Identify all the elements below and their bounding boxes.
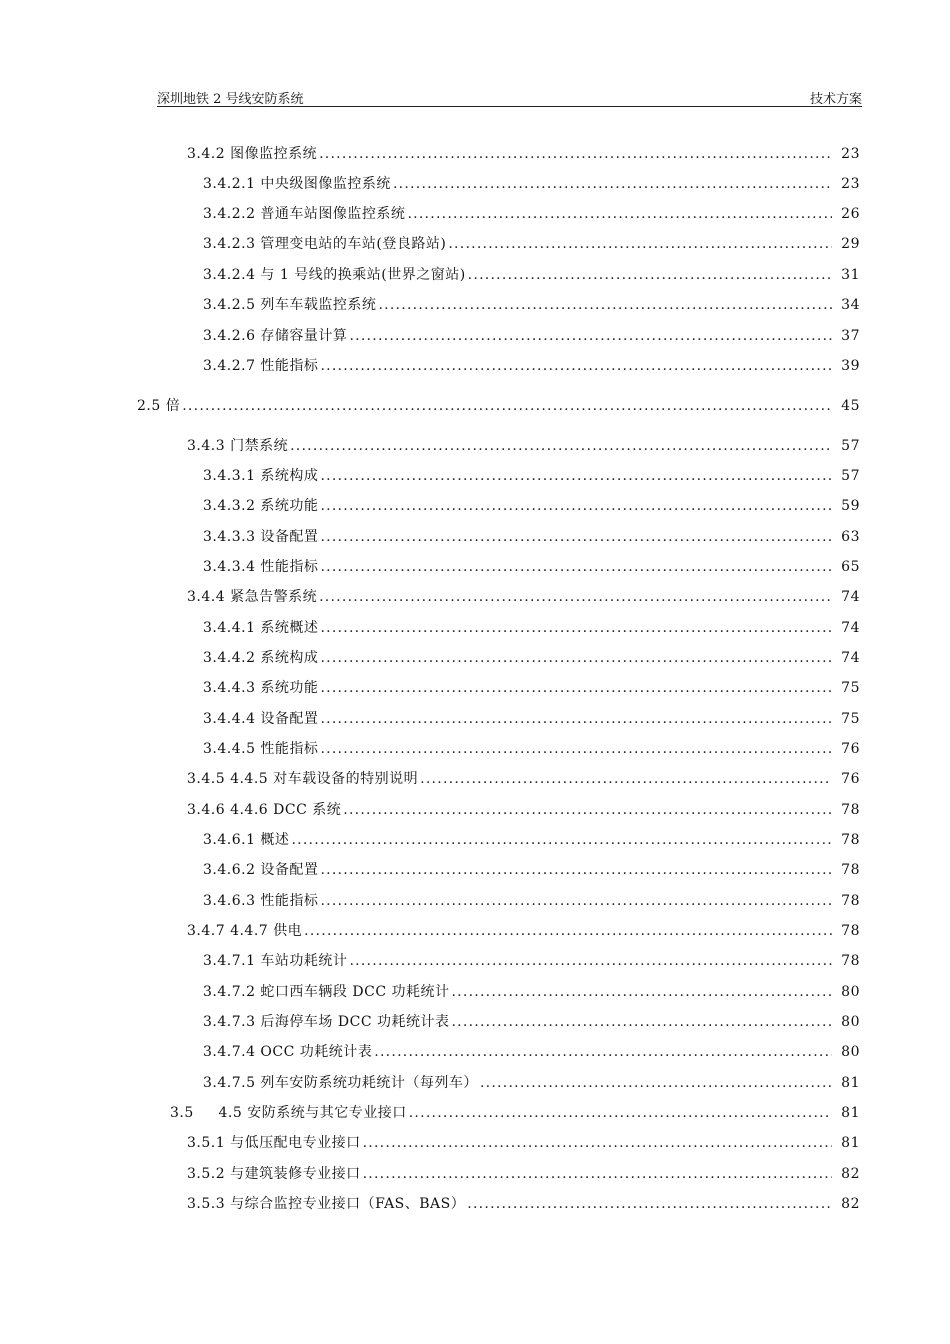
dot-leader <box>290 438 832 454</box>
toc-entry[interactable] <box>203 708 860 728</box>
toc-entry-page-number: 23 <box>841 146 860 162</box>
toc-entry[interactable] <box>187 143 860 163</box>
dot-leader <box>451 984 832 1000</box>
toc-entry[interactable] <box>203 294 860 314</box>
toc-entry[interactable] <box>187 1193 860 1213</box>
toc-entry-title: 2.5 倍 <box>137 398 181 414</box>
toc-entry-page-number: 78 <box>841 802 860 818</box>
dot-leader <box>448 236 832 252</box>
toc-entry-title: 3.4.2.3 管理变电站的车站(登良路站) <box>203 236 447 252</box>
toc-entry-page-number: 57 <box>841 438 860 454</box>
toc-entry-title: 3.4.6.1 概述 <box>203 832 290 848</box>
toc-entry-page-number: 81 <box>841 1105 860 1121</box>
toc-entry-title: 3.4.7 4.4.7 供电 <box>187 923 303 939</box>
dot-leader <box>319 589 832 605</box>
header-title: 深圳地铁 2 号线安防系统 <box>157 92 304 107</box>
dot-leader <box>320 711 832 727</box>
toc-entry-title: 3.4.4.3 系统功能 <box>203 680 319 696</box>
dot-leader <box>182 398 832 414</box>
toc-entry-page-number: 78 <box>841 893 860 909</box>
toc-entry-page-number: 29 <box>841 236 860 252</box>
toc-entry-title: 3.4.2 图像监控系统 <box>187 146 318 162</box>
toc-entry-page-number: 75 <box>841 680 860 696</box>
toc-entry-page-number: 80 <box>841 1014 860 1030</box>
toc-entry-page-number: 63 <box>841 529 860 545</box>
toc-entry-page-number: 80 <box>841 984 860 1000</box>
toc-entry-title: 3.4.7.2 蛇口西车辆段 DCC 功耗统计 <box>203 984 450 1000</box>
toc-entry[interactable] <box>170 1102 860 1122</box>
toc-entry-title: 3.4.4 紧急告警系统 <box>187 589 318 605</box>
toc-entry-title: 3.4.4.1 系统概述 <box>203 620 319 636</box>
toc-entry-title: 3.4.4.2 系统构成 <box>203 650 319 666</box>
toc-entry-title: 3.4.2.5 列车车载监控系统 <box>203 297 377 313</box>
dot-leader <box>320 529 832 545</box>
toc-entry-title: 3.4.2.2 普通车站图像监控系统 <box>203 206 406 222</box>
toc-entry[interactable] <box>187 799 860 819</box>
toc-entry-page-number: 76 <box>841 771 860 787</box>
toc-entry-page-number: 31 <box>841 267 860 283</box>
toc-entry[interactable] <box>203 203 860 223</box>
toc-entry-page-number: 59 <box>841 498 860 514</box>
toc-entry[interactable] <box>203 355 860 375</box>
dot-leader <box>320 741 832 757</box>
toc-entry-title: 3.5 4.5 安防系统与其它专业接口 <box>170 1105 407 1121</box>
dot-leader <box>467 1196 832 1212</box>
dot-leader <box>409 1105 832 1121</box>
toc-entry-page-number: 78 <box>841 862 860 878</box>
dot-leader <box>320 650 832 666</box>
toc-entry-title: 3.4.7.4 OCC 功耗统计表 <box>203 1044 373 1060</box>
toc-entry-page-number: 82 <box>841 1166 860 1182</box>
toc-entry-page-number: 39 <box>841 358 860 374</box>
toc-entry-title: 3.4.2.1 中央级图像监控系统 <box>203 176 391 192</box>
toc-entry-page-number: 74 <box>841 620 860 636</box>
toc-entry[interactable] <box>203 890 860 910</box>
header-doc-type: 技术方案 <box>809 92 862 107</box>
toc-entry[interactable] <box>203 859 860 879</box>
toc-entry-title: 3.5.2 与建筑装修专业接口 <box>187 1166 361 1182</box>
toc-entry-title: 3.4.7.3 后海停车场 DCC 功耗统计表 <box>203 1014 450 1030</box>
toc-entry[interactable] <box>203 1011 860 1031</box>
toc-entry[interactable] <box>203 173 860 193</box>
dot-leader <box>374 1044 832 1060</box>
dot-leader <box>393 176 832 192</box>
toc-entry-title: 3.4.4.5 性能指标 <box>203 741 319 757</box>
toc-entry-title: 3.5.3 与综合监控专业接口（FAS、BAS） <box>187 1196 466 1212</box>
dot-leader <box>320 358 832 374</box>
dot-leader <box>480 1075 832 1091</box>
toc-entry-title: 3.4.4.4 设备配置 <box>203 711 319 727</box>
toc-entry[interactable] <box>203 264 860 284</box>
toc-entry[interactable] <box>203 1072 860 1092</box>
dot-leader <box>304 923 832 939</box>
dot-leader <box>320 893 832 909</box>
toc-entry[interactable] <box>203 465 860 485</box>
toc-entry[interactable] <box>203 950 860 970</box>
dot-leader <box>320 680 832 696</box>
toc-entry[interactable] <box>187 586 860 606</box>
toc-entry-title: 3.4.3.3 设备配置 <box>203 529 319 545</box>
dot-leader <box>320 498 832 514</box>
toc-entry[interactable] <box>203 617 860 637</box>
toc-entry[interactable] <box>137 395 860 415</box>
dot-leader <box>291 832 832 848</box>
toc-entry-title: 3.4.3.4 性能指标 <box>203 559 319 575</box>
toc-entry-title: 3.4.7.1 车站功耗统计 <box>203 953 348 969</box>
dot-leader <box>363 1166 832 1182</box>
toc-entry[interactable] <box>203 738 860 758</box>
dot-leader <box>363 1135 832 1151</box>
toc-entry[interactable] <box>203 526 860 546</box>
toc-entry-page-number: 76 <box>841 741 860 757</box>
dot-leader <box>320 559 832 575</box>
toc-entry-title: 3.4.3.1 系统构成 <box>203 468 319 484</box>
toc-entry-title: 3.4.7.5 列车安防系统功耗统计（每列车） <box>203 1075 478 1091</box>
dot-leader <box>451 1014 832 1030</box>
toc-entry-page-number: 74 <box>841 650 860 666</box>
toc-entry[interactable] <box>187 1132 860 1152</box>
toc-entry-page-number: 81 <box>841 1075 860 1091</box>
toc-entry-page-number: 45 <box>841 398 860 414</box>
toc-entry-title: 3.4.2.4 与 1 号线的换乘站(世界之窗站) <box>203 267 466 283</box>
dot-leader <box>378 297 832 313</box>
dot-leader <box>349 328 832 344</box>
toc-entry-title: 3.4.2.7 性能指标 <box>203 358 319 374</box>
toc-entry[interactable] <box>203 1041 860 1061</box>
toc-entry-title: 3.4.6.2 设备配置 <box>203 862 319 878</box>
toc-entry[interactable] <box>187 1163 860 1183</box>
toc-entry[interactable] <box>187 768 860 788</box>
toc-entry[interactable] <box>187 435 860 455</box>
toc-entry[interactable] <box>203 647 860 667</box>
toc-entry[interactable] <box>203 556 860 576</box>
toc-entry[interactable] <box>203 233 860 253</box>
dot-leader <box>407 206 832 222</box>
toc-entry-page-number: 80 <box>841 1044 860 1060</box>
dot-leader <box>320 620 832 636</box>
toc-entry-title: 3.4.3 门禁系统 <box>187 438 289 454</box>
toc-entry[interactable] <box>203 495 860 515</box>
dot-leader <box>343 802 832 818</box>
toc-entry-page-number: 57 <box>841 468 860 484</box>
dot-leader <box>468 267 832 283</box>
dot-leader <box>349 953 832 969</box>
toc-entry-title: 3.5.1 与低压配电专业接口 <box>187 1135 361 1151</box>
page-header <box>157 88 862 107</box>
toc-entry-page-number: 65 <box>841 559 860 575</box>
toc-entry-page-number: 74 <box>841 589 860 605</box>
toc-entry-page-number: 78 <box>841 832 860 848</box>
toc-entry-title: 3.4.6 4.4.6 DCC 系统 <box>187 802 342 818</box>
toc-entry-page-number: 78 <box>841 923 860 939</box>
toc-entry-title: 3.4.2.6 存储容量计算 <box>203 328 348 344</box>
toc-entry-title: 3.4.5 4.4.5 对车载设备的特别说明 <box>187 771 419 787</box>
toc-entry-title: 3.4.6.3 性能指标 <box>203 893 319 909</box>
toc-entry-page-number: 26 <box>841 206 860 222</box>
toc-entry-page-number: 23 <box>841 176 860 192</box>
toc-entry-page-number: 82 <box>841 1196 860 1212</box>
dot-leader <box>320 468 832 484</box>
toc-entry-page-number: 81 <box>841 1135 860 1151</box>
toc-entry[interactable] <box>187 920 860 940</box>
toc-entry[interactable] <box>203 829 860 849</box>
toc-entry[interactable] <box>203 677 860 697</box>
toc-entry-page-number: 75 <box>841 711 860 727</box>
toc-entry[interactable] <box>203 981 860 1001</box>
toc-entry[interactable] <box>203 325 860 345</box>
toc-entry-title: 3.4.3.2 系统功能 <box>203 498 319 514</box>
dot-leader <box>319 146 832 162</box>
toc-entry-page-number: 34 <box>841 297 860 313</box>
dot-leader <box>420 771 832 787</box>
toc-entry-page-number: 37 <box>841 328 860 344</box>
toc-entry-page-number: 78 <box>841 953 860 969</box>
dot-leader <box>320 862 832 878</box>
